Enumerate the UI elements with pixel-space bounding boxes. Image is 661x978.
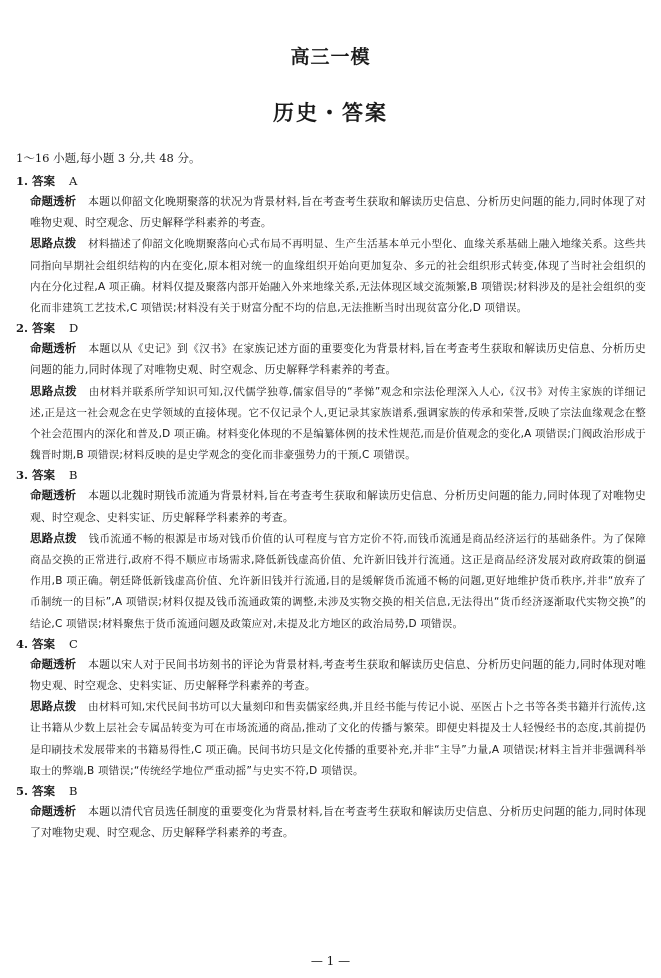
answer-item: [16, 634, 646, 781]
explanation-paragraph: [30, 528, 646, 634]
analysis-text: 本题以北魏时期钱币流通为背景材料,旨在考查考生获取和解读历史信息、分析历史问题的能力,同时体现了对唯物史观、时空观念、史料实证、历史解释学科素养的考查。: [30, 489, 647, 524]
answer-label: 答案: [32, 321, 56, 336]
answer-list: [16, 171, 646, 843]
answer-heading: [16, 634, 646, 654]
analysis-label: 命题透析: [30, 488, 77, 503]
page-number: — 1 —: [310, 954, 351, 968]
question-number: 2.: [16, 321, 29, 336]
analysis-text: 本题以仰韶文化晚期聚落的状况为背景材料,旨在考查考生获取和解读历史信息、分析历史问题的能力,同时体现了对唯物史观、时空观念、历史解释学科素养的考查。: [30, 195, 647, 230]
answer-heading: [16, 465, 646, 485]
answer-label: 答案: [32, 784, 56, 799]
answer-item: [16, 171, 646, 318]
explanation-text: 钱币流通不畅的根源是市场对钱币价值的认可程度与官方定价不符,而钱币流通是商品经济运行的基础条件。为了保障商品交换的正常进行,政府不得不顺应市场需求,降低新钱虚高价值、允许新旧钱并行流通。这正是商品经济发展对政府政策的倒逼作用,B 项正确。朝廷降低新钱虚高价值、允许新旧钱并行流通,目的是缓解货币流通不畅的问题,更好地维护货币秩序,并非“放弃了币制统一的目标”,A 项错误;材料仅提及钱币流通政策的调整,未涉及实物交换的相关信息,无法得出“货币经济逐渐取代实物交换”的结论,C 项错误;材料聚焦于货币流通问题及政策应对,未提及北方地区的政治局势,D 项错误。: [30, 532, 646, 630]
answer-letter: A: [69, 174, 78, 188]
explanation-label: 思路点拨: [30, 383, 77, 398]
explanation-label: 思路点拨: [30, 530, 77, 545]
analysis-label: 命题透析: [30, 804, 77, 819]
analysis-paragraph: [30, 191, 646, 233]
explanation-label: 思路点拨: [30, 236, 77, 251]
answer-label: 答案: [32, 174, 56, 188]
document-title: 历史・答案: [273, 100, 388, 125]
question-number: 5.: [16, 784, 29, 799]
intro-text: 1～16 小题,每小题 3 分,共 48 分。: [16, 151, 201, 165]
analysis-label: 命题透析: [30, 341, 77, 356]
analysis-paragraph: [30, 654, 646, 696]
answer-heading: [16, 781, 646, 801]
answer-item: [16, 318, 646, 465]
answer-letter: D: [69, 321, 79, 336]
analysis-paragraph: [30, 801, 646, 843]
answer-heading: [16, 318, 646, 338]
explanation-paragraph: [30, 233, 646, 318]
answer-label: 答案: [32, 468, 56, 483]
analysis-label: 命题透析: [30, 194, 77, 208]
answer-letter: B: [69, 468, 78, 483]
answer-label: 答案: [32, 636, 56, 651]
answer-heading: [16, 171, 646, 191]
analysis-paragraph: [30, 338, 646, 380]
question-number: 3.: [16, 468, 29, 483]
exam-title: 高三一模: [290, 46, 371, 68]
answer-letter: C: [69, 636, 78, 651]
answer-letter: B: [69, 784, 78, 799]
explanation-text: 由材料可知,宋代民间书坊可以大量刻印和售卖儒家经典,并且经书能与传记小说、巫医占卜之书等各类书籍并行流传,这让书籍从少数上层社会专属品转变为可在市场流通的商品,推动了文化的传播与繁荣。即便史料提及士人轻慢经书的态度,其前提仍是印刷技术发展带来的书籍易得性,C 项正确。民间书坊只是文化传播的重要补充,并非“主导”力量,A 项错误;材料主旨并非强调科举取士的弊端,B 项错误;“传统经学地位严重动摇”与史实不符,D 项错误。: [30, 701, 647, 777]
question-number: 1.: [16, 174, 29, 188]
explanation-label: 思路点拨: [30, 699, 77, 714]
explanation-text: 由材料并联系所学知识可知,汉代儒学独尊,儒家倡导的“孝悌”观念和宗法伦理深入人心,《汉书》对传主家族的详细记述,正是这一社会观念在史学领域的直接体现。它不仅记录个人,更记录其家族谱系,强调家族的传承和荣誉,反映了宗法血缘观念在整个社会范围内的深化和普及,D 项正确。材料变化体现的不是编纂体例的技术性规范,而是价值观念的变化,A 项错误;门阀政治形成于魏晋时期,B 项错误;材料反映的是史学观念的变化而非豪强势力的干预,C 项错误。: [30, 385, 646, 462]
analysis-text: 本题以宋人对于民间书坊刻书的评论为背景材料,考查考生获取和解读历史信息、分析历史问题的能力,同时体现对唯物史观、时空观念、史料实证、历史解释学科素养的考查。: [30, 657, 647, 693]
explanation-paragraph: [30, 381, 646, 466]
question-number: 4.: [16, 636, 29, 651]
answer-item: [16, 781, 646, 843]
answer-item: [16, 465, 646, 633]
analysis-label: 命题透析: [30, 656, 77, 671]
analysis-paragraph: [30, 485, 646, 527]
explanation-text: 材料描述了仰韶文化晚期聚落向心式布局不再明显、生产生活基本单元小型化、血缘关系基础上融入地缘关系。这些共同指向早期社会组织结构的内在变化,原本相对统一的血缘组织开始向更加复杂、多元的社会组织形式转变,体现了当时社会组织的内在分化过程,A 项正确。材料仅提及聚落内部开始融入外来地缘关系,无法体现区域交流频繁,B 项错误;材料涉及的是社会组织的变化而非建筑工艺技术,C 项错误;材料没有关于财富分配不均的信息,无法推断当时出现贫富分化,D 项错误。: [30, 238, 647, 315]
analysis-text: 本题以从《史记》到《汉书》在家族记述方面的重要变化为背景材料,旨在考查考生获取和解读历史信息、分析历史问题的能力,同时体现了对唯物史观、时空观念、历史解释学科素养的考查。: [30, 342, 646, 377]
analysis-text: 本题以清代官员选任制度的重要变化为背景材料,旨在考查考生获取和解读历史信息、分析历史问题的能力,同时体现了对唯物史观、时空观念、历史解释学科素养的考查。: [30, 805, 647, 840]
explanation-paragraph: [30, 696, 646, 781]
